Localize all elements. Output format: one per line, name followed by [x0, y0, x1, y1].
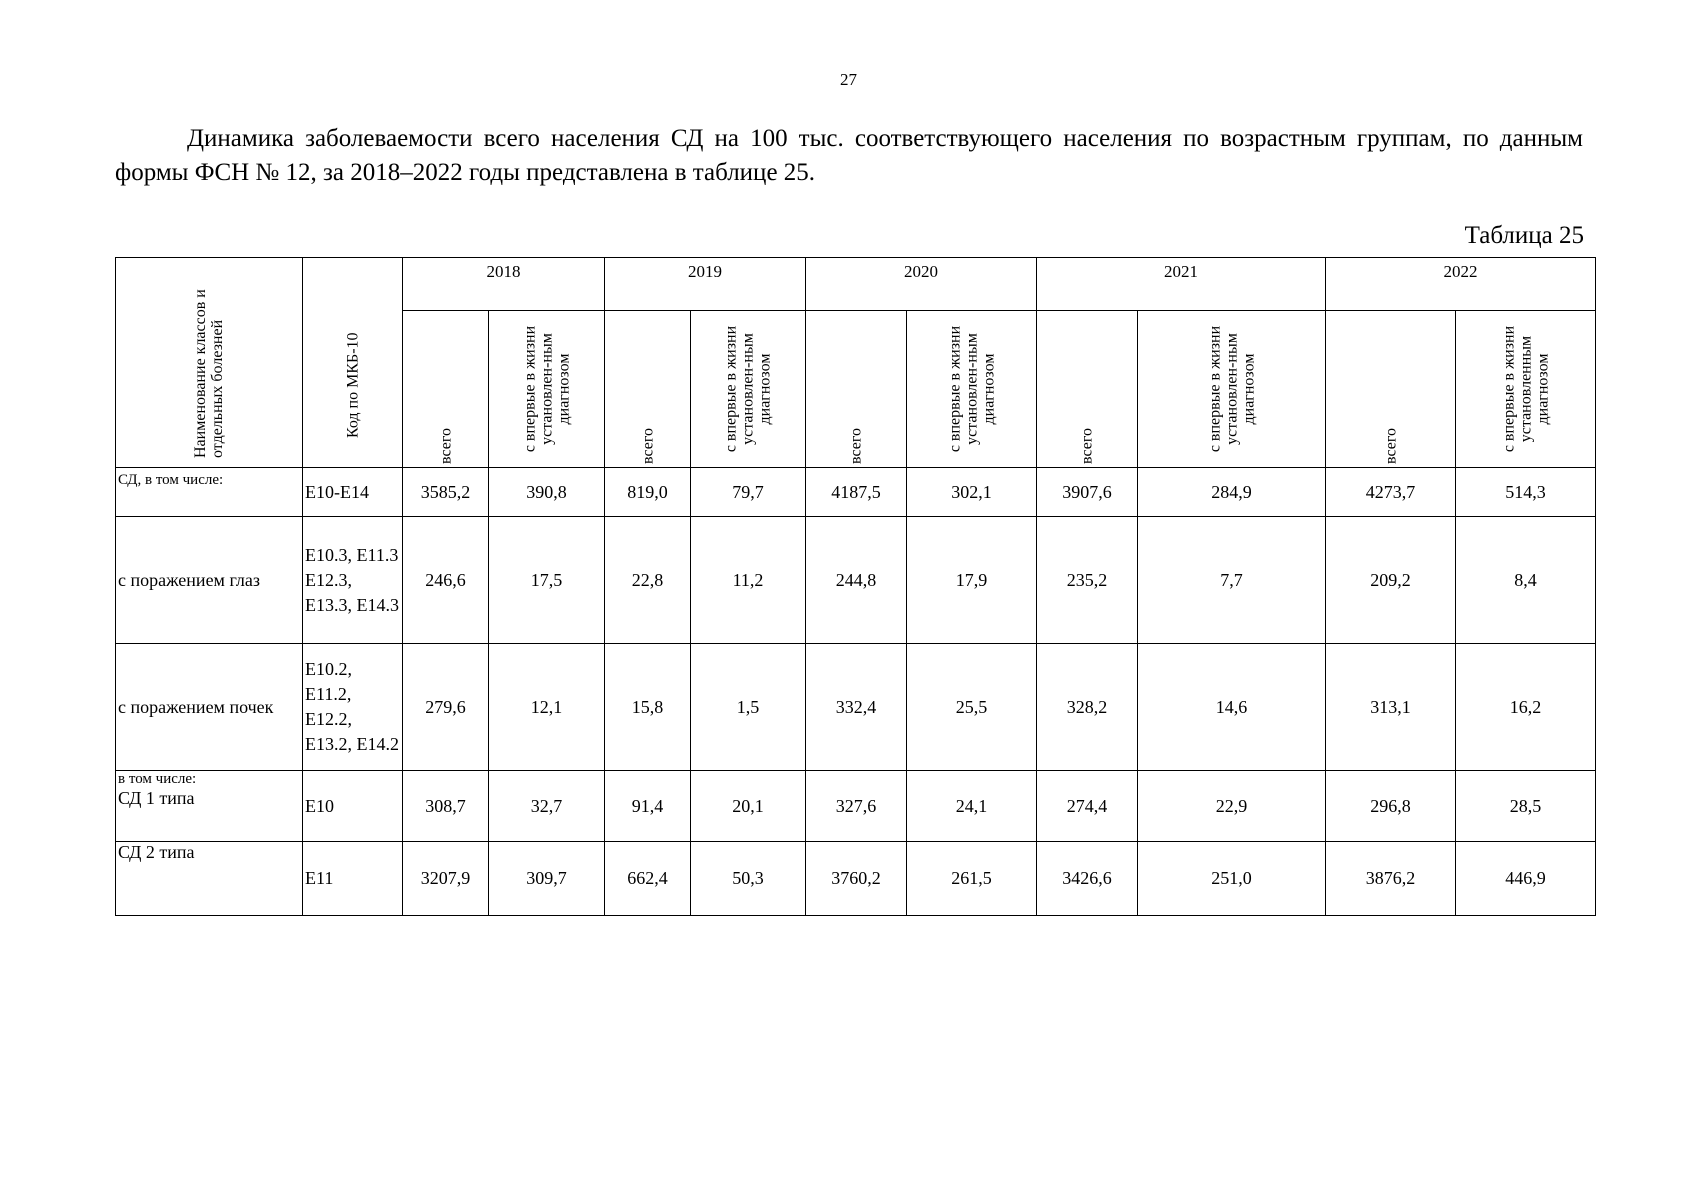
header-year: 2018 — [403, 258, 605, 311]
value-cell: 390,8 — [489, 468, 605, 517]
header-total: всего — [847, 427, 865, 464]
row-name: с поражением глаз — [116, 517, 303, 644]
value-cell: 328,2 — [1037, 644, 1138, 771]
value-cell: 15,8 — [605, 644, 691, 771]
value-cell: 8,4 — [1456, 517, 1596, 644]
value-cell: 3760,2 — [806, 842, 907, 916]
page-number: 27 — [840, 70, 857, 89]
header-first-cell — [691, 311, 806, 468]
value-cell: 14,6 — [1138, 644, 1326, 771]
header-first-cell — [489, 311, 605, 468]
table-row — [116, 468, 1596, 517]
value-cell: 274,4 — [1037, 771, 1138, 842]
value-cell: 514,3 — [1456, 468, 1596, 517]
header-first-cell — [1456, 311, 1596, 468]
value-cell: 1,5 — [691, 644, 806, 771]
header-total-cell — [403, 311, 489, 468]
value-cell: 332,4 — [806, 644, 907, 771]
value-cell: 3907,6 — [1037, 468, 1138, 517]
table-row — [116, 517, 1596, 644]
value-cell: 819,0 — [605, 468, 691, 517]
value-cell: 235,2 — [1037, 517, 1138, 644]
row-name: СД 2 типа — [116, 842, 303, 916]
header-year: 2019 — [605, 258, 806, 311]
intro-paragraph: Динамика заболеваемости всего населения СД на 100 тыс. соответствующего населения по возрастным группам, по данным формы ФСН № 12, за 2018–2022 годы представлена в таблице 25. — [115, 125, 1583, 186]
table-row — [116, 842, 1596, 916]
value-cell: 3426,6 — [1037, 842, 1138, 916]
value-cell: 309,7 — [489, 842, 605, 916]
value-cell: 246,6 — [403, 517, 489, 644]
value-cell: 22,8 — [605, 517, 691, 644]
row-name — [116, 771, 303, 842]
row-code: E10.2, E11.2, E12.2, E13.2, E14.2 — [303, 644, 403, 771]
value-cell: 32,7 — [489, 771, 605, 842]
header-year: 2021 — [1037, 258, 1326, 311]
header-first-cell — [1138, 311, 1326, 468]
value-cell: 4273,7 — [1326, 468, 1456, 517]
value-cell: 24,1 — [907, 771, 1037, 842]
header-name-cell — [116, 258, 303, 468]
header-total: всего — [1382, 427, 1399, 464]
header-year: 2020 — [806, 258, 1037, 311]
header-total: всего — [639, 427, 656, 464]
header-code-cell — [303, 258, 403, 468]
header-total: всего — [1078, 427, 1096, 464]
header-total-cell — [605, 311, 691, 468]
value-cell: 313,1 — [1326, 644, 1456, 771]
header-first: с впервые в жизни установленным диагнозом — [1500, 325, 1551, 453]
value-cell: 327,6 — [806, 771, 907, 842]
value-cell: 209,2 — [1326, 517, 1456, 644]
table-row — [116, 771, 1596, 842]
row-name-text: СД 1 типа — [118, 788, 195, 808]
value-cell: 4187,5 — [806, 468, 907, 517]
value-cell: 79,7 — [691, 468, 806, 517]
row-name-prefix: в том числе: — [118, 771, 197, 787]
value-cell: 446,9 — [1456, 842, 1596, 916]
value-cell: 28,5 — [1456, 771, 1596, 842]
header-first: с впервые в жизни установлен-ным диагнозом — [722, 325, 774, 453]
row-code: E10 — [303, 771, 403, 842]
value-cell: 662,4 — [605, 842, 691, 916]
header-first: с впервые в жизни установлен-ным диагнозом — [521, 325, 572, 453]
value-cell: 20,1 — [691, 771, 806, 842]
table-caption: Таблица 25 — [1464, 222, 1584, 249]
header-name: Наименование классов и отдельных болезней — [192, 288, 226, 458]
incidence-table — [115, 257, 1596, 916]
value-cell: 12,1 — [489, 644, 605, 771]
value-cell: 284,9 — [1138, 468, 1326, 517]
value-cell: 25,5 — [907, 644, 1037, 771]
header-first-cell — [907, 311, 1037, 468]
value-cell: 279,6 — [403, 644, 489, 771]
value-cell: 91,4 — [605, 771, 691, 842]
row-name-text: СД, в том числе: — [118, 472, 224, 488]
row-name: с поражением почек — [116, 644, 303, 771]
header-total-cell — [1326, 311, 1456, 468]
row-code: E11 — [303, 842, 403, 916]
value-cell: 261,5 — [907, 842, 1037, 916]
row-code: E10-E14 — [303, 468, 403, 517]
header-total: всего — [437, 427, 454, 464]
value-cell: 3207,9 — [403, 842, 489, 916]
header-first: с впервые в жизни установлен-ным диагнозом — [946, 325, 997, 453]
value-cell: 17,9 — [907, 517, 1037, 644]
value-cell: 302,1 — [907, 468, 1037, 517]
header-first: с впервые в жизни установлен-ным диагнозом — [1206, 325, 1257, 453]
value-cell: 17,5 — [489, 517, 605, 644]
row-name — [116, 468, 303, 517]
value-cell: 3876,2 — [1326, 842, 1456, 916]
value-cell: 11,2 — [691, 517, 806, 644]
value-cell: 3585,2 — [403, 468, 489, 517]
row-code: E10.3, E11.3 E12.3, E13.3, E14.3 — [303, 517, 403, 644]
value-cell: 251,0 — [1138, 842, 1326, 916]
value-cell: 7,7 — [1138, 517, 1326, 644]
header-total-cell — [806, 311, 907, 468]
header-total-cell — [1037, 311, 1138, 468]
table-row — [116, 644, 1596, 771]
value-cell: 244,8 — [806, 517, 907, 644]
value-cell: 296,8 — [1326, 771, 1456, 842]
header-code: Код по МКБ-10 — [344, 331, 361, 438]
value-cell: 16,2 — [1456, 644, 1596, 771]
value-cell: 308,7 — [403, 771, 489, 842]
header-year: 2022 — [1326, 258, 1596, 311]
value-cell: 50,3 — [691, 842, 806, 916]
value-cell: 22,9 — [1138, 771, 1326, 842]
